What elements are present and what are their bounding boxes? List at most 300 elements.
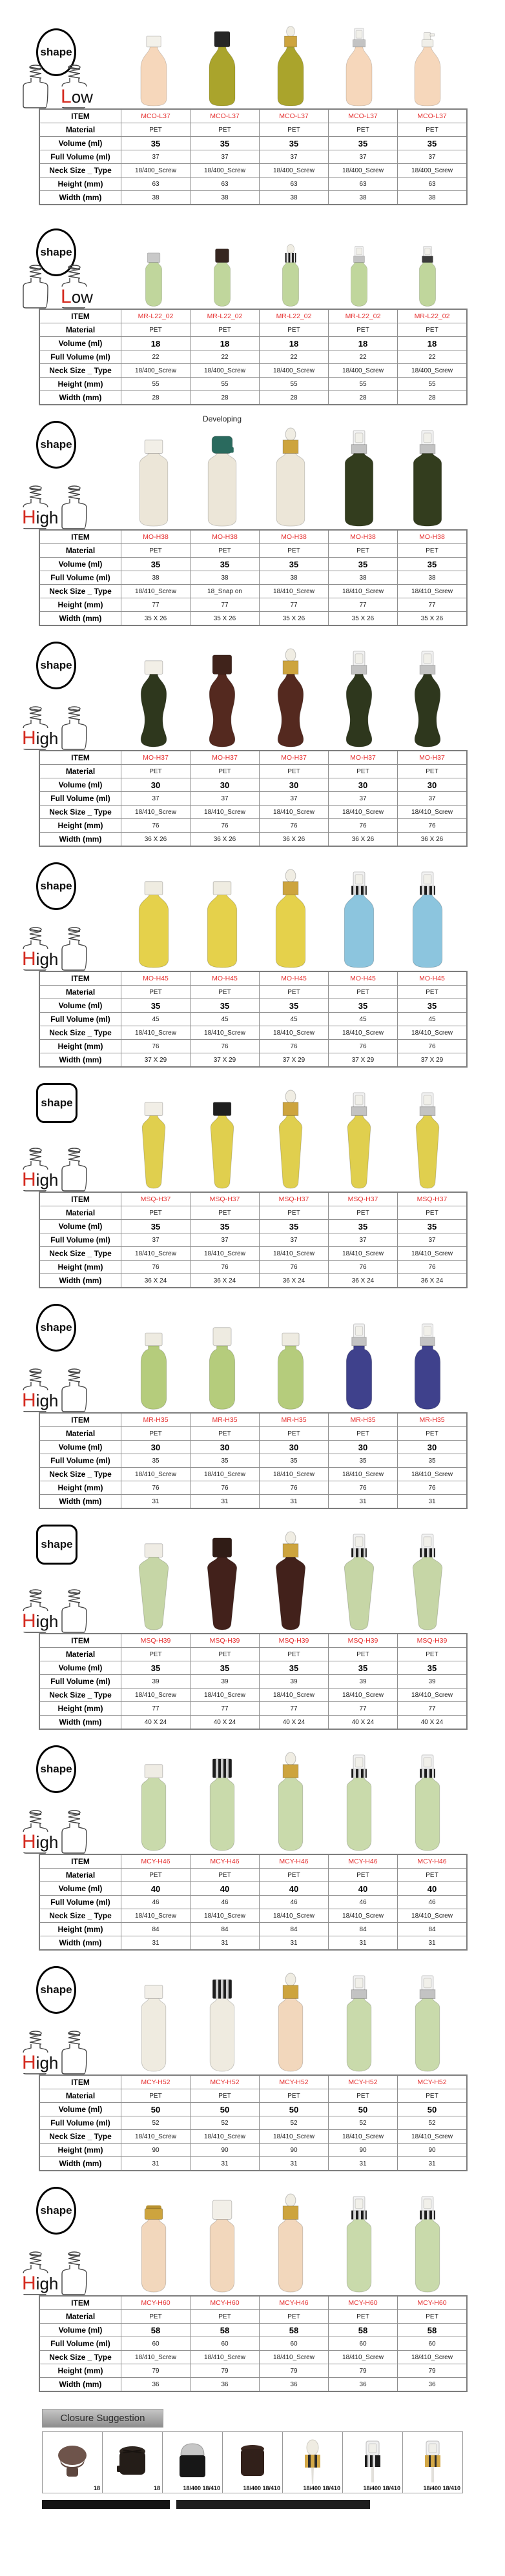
spec-cell: 40 X 24: [121, 1716, 191, 1730]
peach-cylinder-bottle-gold-dropper: [258, 1973, 323, 2074]
spec-cell: MO-H37: [329, 751, 398, 765]
spec-cell: 35 X 26: [260, 612, 329, 626]
spec-cell: 18/410_Screw: [121, 1468, 191, 1481]
spec-row-full_volume: [39, 150, 467, 164]
bottle-slot: [188, 412, 256, 529]
spec-cell: 77: [121, 598, 191, 612]
spec-row-label: Neck Size _ Type: [39, 1468, 121, 1481]
closure-item: [223, 2432, 283, 2493]
spec-row-label: Full Volume (ml): [39, 1013, 121, 1026]
spec-cell: 39: [121, 1675, 191, 1689]
yellow-bottle-white-screw-cap: [190, 869, 254, 971]
height-class-label: High: [22, 507, 59, 528]
product-section: [0, 853, 505, 1068]
closure-caption: 18: [153, 2485, 160, 2491]
spec-cell: 76: [121, 1261, 191, 1274]
spec-row-label: Volume (ml): [39, 2103, 121, 2116]
darkgreen-oval-bottle-silver-sprayer: [327, 427, 391, 529]
bottle-slot: [188, 1074, 256, 1192]
spec-cell: 31: [260, 2157, 329, 2171]
spec-cell: 37: [260, 150, 329, 164]
spec-cell: 76: [329, 1040, 398, 1053]
bottle-slot: [325, 1074, 393, 1192]
spec-cell: 40 X 24: [329, 1716, 398, 1730]
closure-caption: 18/400 18/410: [183, 2485, 220, 2491]
spec-cell: PET: [329, 1648, 398, 1661]
spec-row-label: Full Volume (ml): [39, 2337, 121, 2351]
silver-sprayer: [352, 2439, 393, 2486]
spec-cell: MO-H45: [260, 971, 329, 986]
spec-cell: 18/400_Screw: [121, 164, 191, 177]
spec-cell: 36: [260, 2378, 329, 2392]
spec-cell: 58: [191, 2324, 260, 2337]
spec-cell: PET: [260, 1206, 329, 1220]
spec-cell: 22: [329, 350, 398, 364]
bottle-slot: [256, 1295, 325, 1412]
spec-cell: MSQ-H39: [329, 1634, 398, 1648]
spec-row-label: Neck Size _ Type: [39, 2130, 121, 2144]
shape-label: shape: [40, 2204, 72, 2216]
spec-table: [39, 1412, 468, 1509]
spec-cell: 18/410_Screw: [121, 1689, 191, 1702]
spec-cell: PET: [329, 1427, 398, 1441]
spec-cell: 35: [398, 999, 468, 1013]
spec-cell: 52: [191, 2116, 260, 2130]
spec-cell: 22: [260, 350, 329, 364]
spec-row-width: [39, 391, 467, 405]
bottle-slot: [188, 633, 256, 750]
spec-cell: 35: [329, 1220, 398, 1233]
spec-cell: MO-H38: [121, 530, 191, 544]
spec-cell: 18/410_Screw: [398, 806, 468, 819]
product-section: [0, 1736, 505, 1951]
olive-cone-bottle-black-cap: [190, 26, 254, 108]
bottle-slot: [325, 2178, 393, 2295]
spec-cell: MO-H37: [260, 751, 329, 765]
spec-row-label: Full Volume (ml): [39, 1896, 121, 1909]
spec-cell: 30: [191, 1441, 260, 1454]
spec-cell: 38: [191, 571, 260, 585]
shape-label: shape: [41, 1097, 73, 1109]
neck-finish-icons: [18, 261, 106, 309]
spec-cell: 18/400_Screw: [329, 164, 398, 177]
spec-cell: 60: [398, 2337, 468, 2351]
spec-cell: PET: [121, 1427, 191, 1441]
spec-table: [39, 971, 468, 1068]
olive-cone-bottle-gold-dropper: [258, 26, 323, 108]
yellow-taper-bottle-silver-sprayer: [395, 1090, 460, 1192]
spec-row-width: [39, 2378, 467, 2392]
spec-cell: 18/410_Screw: [260, 806, 329, 819]
height-class-label: High: [22, 1610, 59, 1632]
spec-cell: 37: [121, 792, 191, 806]
bottle-slot: [256, 12, 325, 108]
spec-cell: 45: [191, 1013, 260, 1026]
closure-suggestion-title: Closure Suggestion: [42, 2409, 163, 2428]
neck-finish-icons: [18, 1364, 106, 1412]
spec-cell: PET: [329, 986, 398, 999]
spec-cell: MO-H37: [398, 751, 468, 765]
spec-row-label: Volume (ml): [39, 137, 121, 150]
spec-row-label: Volume (ml): [39, 999, 121, 1013]
spec-cell: PET: [329, 1206, 398, 1220]
spec-cell: 45: [121, 1013, 191, 1026]
spec-cell: PET: [121, 986, 191, 999]
spec-cell: MO-H38: [191, 530, 260, 544]
green-cylinder-bottle-silver-sprayer: [327, 1973, 391, 2074]
spec-row-height: [39, 2144, 467, 2157]
spec-cell: 18/410_Screw: [398, 2130, 468, 2144]
spec-cell: 18/400_Screw: [121, 364, 191, 378]
bottle-slot: [256, 412, 325, 529]
white-oval-bottle-green-snap-cap: [190, 427, 254, 529]
spec-cell: 45: [329, 1013, 398, 1026]
spec-cell: 76: [121, 1481, 191, 1495]
bottle-slot: [325, 412, 393, 529]
shape-badge-circle: [36, 1966, 76, 2014]
spec-cell: 58: [121, 2324, 191, 2337]
spec-row-neck: [39, 585, 467, 598]
spec-cell: 35: [398, 558, 468, 571]
bottle-slot: [188, 1295, 256, 1412]
spec-row-label: Material: [39, 2089, 121, 2103]
spec-row-item: [39, 971, 467, 986]
neck-finish-icon: [58, 1145, 90, 1192]
spec-cell: PET: [329, 544, 398, 558]
spec-cell: 76: [398, 1481, 468, 1495]
spec-cell: 52: [121, 2116, 191, 2130]
spec-cell: 18/410_Screw: [398, 1026, 468, 1040]
spec-row-label: Material: [39, 1427, 121, 1441]
spec-row-label: ITEM: [39, 1854, 121, 1869]
shape-label: shape: [40, 1763, 72, 1775]
yellow-taper-bottle-black-cap: [190, 1090, 254, 1192]
spec-row-neck: [39, 1689, 467, 1702]
spec-cell: 37: [191, 792, 260, 806]
spec-row-item: [39, 2296, 467, 2310]
spec-cell: PET: [260, 544, 329, 558]
spec-cell: MO-H37: [191, 751, 260, 765]
spec-cell: 35 X 26: [329, 612, 398, 626]
product-section: [0, 2178, 505, 2392]
shape-label: shape: [40, 880, 72, 892]
spec-cell: MCO-L37: [191, 109, 260, 123]
spec-cell: 31: [191, 1936, 260, 1951]
neck-finish-icon: [58, 1807, 90, 1854]
spec-cell: 77: [398, 1702, 468, 1716]
spec-cell: 76: [398, 1040, 468, 1053]
bottle-row: [119, 1295, 462, 1412]
cutoff-strip: [176, 2500, 370, 2509]
spec-row-label: Full Volume (ml): [39, 792, 121, 806]
spec-row-neck: [39, 806, 467, 819]
spec-cell: 18/410_Screw: [191, 1026, 260, 1040]
spec-cell: PET: [121, 1869, 191, 1882]
neck-finish-icons: [18, 2027, 106, 2074]
spec-cell: 30: [121, 778, 191, 792]
spec-cell: PET: [191, 123, 260, 137]
spec-cell: 50: [121, 2103, 191, 2116]
brown-curvy-bottle-brown-cap: [190, 648, 254, 750]
spec-cell: MSQ-H39: [398, 1634, 468, 1648]
neck-finish-icon: [58, 2028, 90, 2074]
spec-cell: MR-H35: [121, 1413, 191, 1427]
bottle-row: [119, 1074, 462, 1192]
spec-cell: 46: [329, 1896, 398, 1909]
spec-row-item: [39, 1413, 467, 1427]
spec-cell: 18/410_Screw: [329, 1247, 398, 1261]
green-mini-bottle-brown-cap: [190, 236, 254, 309]
shape-badge-square: [36, 1525, 77, 1565]
peach-cylinder-bottle-gold-disc-cap: [121, 2193, 186, 2295]
green-round-bottle-white-tall-cap: [190, 1315, 254, 1412]
spec-cell: 18/410_Screw: [398, 1909, 468, 1923]
spec-cell: 37: [398, 150, 468, 164]
spec-row-label: ITEM: [39, 2075, 121, 2089]
spec-row-material: [39, 986, 467, 999]
spec-row-neck: [39, 1468, 467, 1481]
spec-cell: 36 X 26: [121, 833, 191, 847]
spec-row-width: [39, 2157, 467, 2171]
spec-cell: 35: [191, 1661, 260, 1675]
spec-cell: PET: [191, 986, 260, 999]
spec-row-full_volume: [39, 2337, 467, 2351]
closure-caption: 18/400 18/410: [303, 2485, 340, 2491]
spec-cell: 36 X 26: [398, 833, 468, 847]
spec-row-item: [39, 530, 467, 544]
yellow-taper-bottle-white-cap: [121, 1090, 186, 1192]
spec-cell: 18/410_Screw: [398, 2351, 468, 2364]
spec-cell: 35: [191, 999, 260, 1013]
spec-table: [39, 1854, 468, 1951]
spec-cell: PET: [121, 544, 191, 558]
spec-cell: MR-H35: [191, 1413, 260, 1427]
blue-bottle-striped-sprayer: [327, 869, 391, 971]
spec-cell: 77: [260, 1702, 329, 1716]
spec-cell: MCO-L37: [260, 109, 329, 123]
spec-cell: 36 X 24: [260, 1274, 329, 1288]
spec-cell: 18/400_Screw: [191, 364, 260, 378]
height-class-label: High: [22, 727, 59, 749]
spec-row-full_volume: [39, 350, 467, 364]
spec-cell: 37: [191, 1233, 260, 1247]
spec-cell: 79: [329, 2364, 398, 2378]
spec-cell: PET: [398, 1648, 468, 1661]
spec-cell: 38: [260, 191, 329, 205]
spec-row-label: Volume (ml): [39, 1661, 121, 1675]
bottle-slot: [393, 412, 462, 529]
spec-row-full_volume: [39, 1896, 467, 1909]
spec-cell: 28: [398, 391, 468, 405]
spec-cell: 31: [121, 1495, 191, 1509]
spec-cell: MR-L22_02: [398, 309, 468, 323]
spec-row-material: [39, 1206, 467, 1220]
spec-table: [39, 309, 468, 405]
spec-cell: 35: [329, 999, 398, 1013]
peach-cylinder-bottle-white-cap: [190, 2193, 254, 2295]
spec-cell: 37 X 29: [260, 1053, 329, 1068]
spec-cell: MR-L22_02: [329, 309, 398, 323]
product-section: [0, 212, 505, 405]
spec-table: [39, 1192, 468, 1288]
spec-row-height: [39, 1040, 467, 1053]
bottle-slot: [188, 1516, 256, 1633]
neck-finish-icons: [18, 923, 106, 971]
bottle-slot: [393, 212, 462, 309]
spec-cell: 35: [398, 137, 468, 150]
green-taper-bottle-striped-sprayer: [327, 1531, 391, 1633]
spec-cell: PET: [329, 123, 398, 137]
spec-table: [39, 108, 468, 205]
green-cylinder-bottle-striped-cap: [190, 1752, 254, 1854]
product-section: [0, 412, 505, 626]
spec-cell: 37: [121, 150, 191, 164]
spec-cell: 79: [121, 2364, 191, 2378]
spec-cell: 31: [398, 1495, 468, 1509]
green-mini-bottle-black-sprayer: [395, 236, 460, 309]
spec-row-label: Volume (ml): [39, 337, 121, 350]
spec-row-volume: [39, 778, 467, 792]
spec-cell: 22: [121, 350, 191, 364]
spec-cell: PET: [260, 1427, 329, 1441]
spec-row-material: [39, 765, 467, 778]
spec-row-label: Volume (ml): [39, 558, 121, 571]
spec-cell: 18/410_Screw: [398, 1689, 468, 1702]
spec-row-label: Full Volume (ml): [39, 350, 121, 364]
green-round-bottle-white-cap: [121, 1315, 186, 1412]
spec-cell: 46: [121, 1896, 191, 1909]
spec-cell: 76: [329, 1481, 398, 1495]
height-class-label: High: [22, 2052, 59, 2073]
neck-finish-icon: [58, 2249, 90, 2295]
spec-row-item: [39, 1854, 467, 1869]
spec-cell: PET: [329, 2089, 398, 2103]
bottle-slot: [393, 633, 462, 750]
spec-row-width: [39, 1274, 467, 1288]
spec-cell: 30: [260, 1441, 329, 1454]
spec-cell: 58: [260, 2324, 329, 2337]
spec-row-neck: [39, 1247, 467, 1261]
bottle-slot: [325, 1295, 393, 1412]
spec-cell: PET: [191, 544, 260, 558]
bottle-slot: [256, 2178, 325, 2295]
spec-cell: 18/410_Screw: [191, 1909, 260, 1923]
spec-table: [39, 529, 468, 626]
spec-cell: MCY-H46: [329, 1854, 398, 1869]
spec-row-material: [39, 323, 467, 337]
spec-cell: 63: [260, 177, 329, 191]
spec-cell: PET: [398, 986, 468, 999]
bottle-slot: [119, 633, 188, 750]
spec-row-height: [39, 1261, 467, 1274]
spec-cell: 35 X 26: [398, 612, 468, 626]
spec-row-height: [39, 2364, 467, 2378]
spec-cell: 63: [121, 177, 191, 191]
spec-row-material: [39, 1869, 467, 1882]
black-cap: [112, 2439, 153, 2486]
spec-row-item: [39, 2075, 467, 2089]
spec-cell: PET: [329, 323, 398, 337]
spec-cell: 35: [260, 1454, 329, 1468]
spec-row-volume: [39, 1220, 467, 1233]
spec-cell: 35 X 26: [191, 612, 260, 626]
bottle-slot: [119, 1516, 188, 1633]
spec-cell: MCY-H46: [121, 1854, 191, 1869]
spec-cell: 38: [260, 571, 329, 585]
spec-cell: 60: [191, 2337, 260, 2351]
bottle-slot: [393, 1736, 462, 1854]
spec-cell: 60: [260, 2337, 329, 2351]
spec-cell: 37: [329, 1233, 398, 1247]
white-oval-bottle-white-screw-cap: [121, 427, 186, 529]
spec-row-label: Width (mm): [39, 2157, 121, 2171]
spec-cell: MR-H35: [398, 1413, 468, 1427]
spec-cell: 76: [121, 1040, 191, 1053]
bottle-slot: [188, 1957, 256, 2074]
spec-cell: 35: [121, 1454, 191, 1468]
spec-cell: 30: [121, 1441, 191, 1454]
spec-cell: PET: [191, 1206, 260, 1220]
spec-cell: 31: [191, 1495, 260, 1509]
spec-cell: 18/410_Screw: [191, 1247, 260, 1261]
spec-cell: 30: [329, 1441, 398, 1454]
spec-cell: MCO-L37: [329, 109, 398, 123]
spec-cell: 76: [398, 1261, 468, 1274]
spec-cell: 18/410_Screw: [121, 2351, 191, 2364]
bottle-slot: [119, 1736, 188, 1854]
spec-cell: 35: [121, 999, 191, 1013]
spec-row-label: ITEM: [39, 1634, 121, 1648]
spec-row-label: Material: [39, 1648, 121, 1661]
spec-cell: PET: [121, 2089, 191, 2103]
green-cylinder-bottle-white-cap: [121, 1752, 186, 1854]
shape-badge-circle: [36, 1304, 76, 1352]
spec-row-volume: [39, 2103, 467, 2116]
spec-row-label: Full Volume (ml): [39, 1675, 121, 1689]
spec-cell: 28: [260, 391, 329, 405]
spec-row-full_volume: [39, 2116, 467, 2130]
spec-cell: 38: [121, 571, 191, 585]
navy-round-bottle-silver-sprayer: [395, 1315, 460, 1412]
bottle-slot: [256, 1074, 325, 1192]
product-section: [0, 633, 505, 847]
spec-cell: PET: [260, 1869, 329, 1882]
shape-label: shape: [40, 659, 72, 671]
spec-cell: 18/400_Screw: [191, 164, 260, 177]
spec-cell: MCO-L37: [398, 109, 468, 123]
spec-cell: 18/400_Screw: [398, 364, 468, 378]
cutoff-strip: [42, 2500, 170, 2509]
spec-cell: PET: [398, 765, 468, 778]
spec-cell: 35: [329, 137, 398, 150]
spec-cell: PET: [260, 323, 329, 337]
spec-row-label: Height (mm): [39, 598, 121, 612]
spec-cell: 18/410_Screw: [398, 1468, 468, 1481]
spec-cell: 18/410_Screw: [329, 1689, 398, 1702]
spec-row-label: ITEM: [39, 530, 121, 544]
spec-row-neck: [39, 2130, 467, 2144]
spec-row-label: ITEM: [39, 1413, 121, 1427]
bottle-slot: [256, 212, 325, 309]
spec-cell: PET: [398, 123, 468, 137]
spec-cell: 18/410_Screw: [191, 1689, 260, 1702]
spec-cell: 77: [329, 1702, 398, 1716]
darkgreen-curvy-bottle-silver-sprayer: [395, 648, 460, 750]
spec-cell: 37 X 29: [329, 1053, 398, 1068]
peach-cone-bottle-white-pump: [395, 26, 460, 108]
shape-label: shape: [40, 1983, 72, 1996]
spec-row-label: Height (mm): [39, 1923, 121, 1936]
